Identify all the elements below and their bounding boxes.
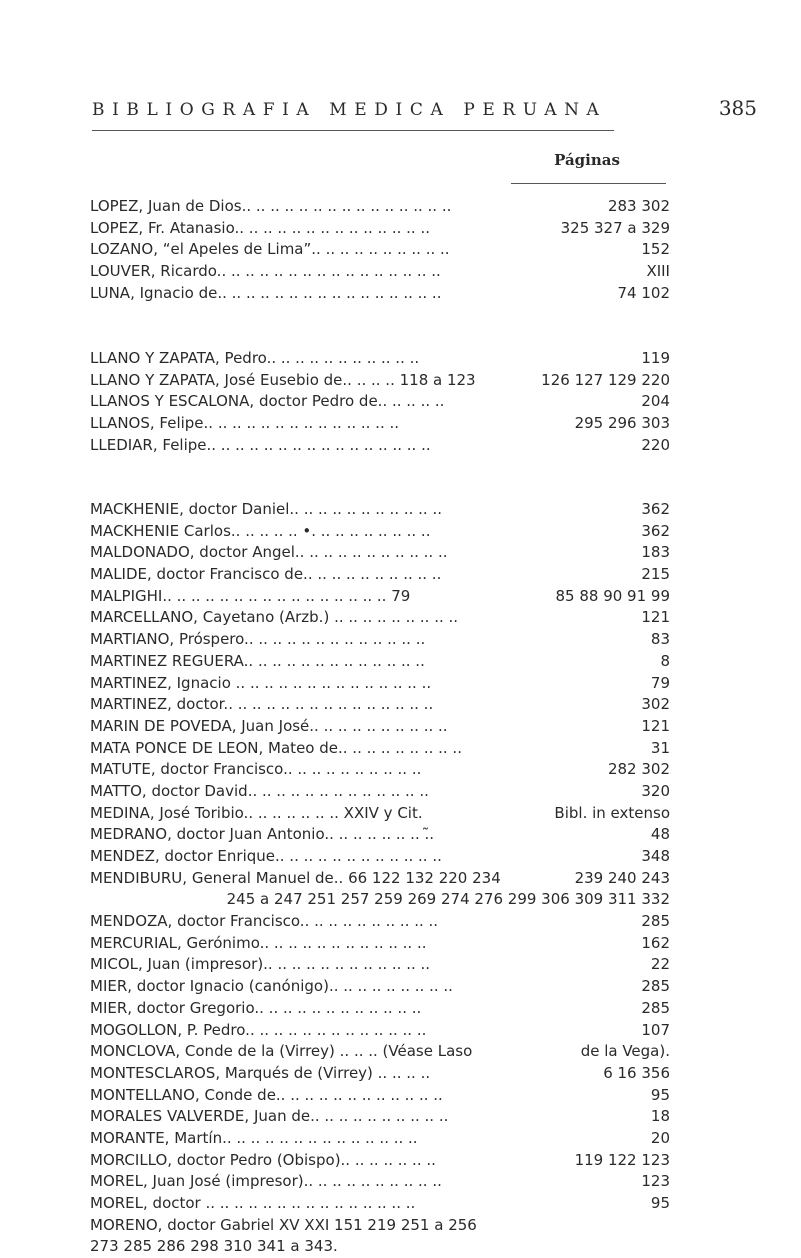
index-entry (90, 1020, 670, 1042)
entry-name: MONTELLANO, Conde de.. .. .. .. .. .. .. .. .. .. .. .. (90, 1085, 443, 1104)
entry-pages: 295 296 303 (574, 414, 670, 433)
entry-name: MIER, doctor Gregorio.. .. .. .. .. .. .. .. .. .. .. .. (90, 998, 422, 1017)
index-entry-continuation (90, 1236, 670, 1258)
entry-name: MARIN DE POVEDA, Juan José.. .. .. .. .. .. .. .. .. .. (90, 716, 448, 735)
index-entry (90, 218, 670, 240)
index-entry (90, 1085, 670, 1107)
index-entry-continuation (90, 889, 670, 911)
page-number: 385 (718, 96, 757, 120)
index-entry (90, 846, 670, 868)
entry-pages: 183 (641, 543, 670, 562)
index-entry (90, 1106, 670, 1128)
entry-pages: 121 (641, 716, 670, 735)
entry-name: LUNA, Ignacio de.. .. .. .. .. .. .. .. .. .. .. .. .. .. .. .. (90, 283, 442, 302)
index-entry (90, 976, 670, 998)
entry-name: MEDRANO, doctor Juan Antonio.. .. .. .. .. .. .. .̃. (90, 825, 435, 844)
entry-pages: 302 (641, 695, 670, 714)
entry-name: MARTIANO, Próspero.. .. .. .. .. .. .. .. .. .. .. .. .. (90, 630, 426, 649)
index-entry (90, 629, 670, 651)
entry-name: MALPIGHI.. .. .. .. .. .. .. .. .. .. .. .. .. .. .. .. 79 (90, 586, 411, 605)
index-entry (90, 239, 670, 261)
index-entry (90, 933, 670, 955)
entry-pages: XIII (646, 262, 670, 281)
running-header (92, 96, 757, 126)
entry-pages: 239 240 243 (574, 868, 670, 887)
index-entry (90, 348, 670, 370)
entry-pages: 20 (650, 1128, 670, 1147)
entry-name: MORENO, doctor Gabriel XV XXI 151 219 251 a 256 (90, 1215, 477, 1234)
entry-name: MATTO, doctor David.. .. .. .. .. .. .. .. .. .. .. .. .. (90, 781, 429, 800)
entry-name: LOUVER, Ricardo.. .. .. .. .. .. .. .. .. .. .. .. .. .. .. .. (90, 262, 441, 281)
entry-name: MORCILLO, doctor Pedro (Obispo).. .. .. .. .. .. .. (90, 1150, 436, 1169)
index-entry (90, 651, 670, 673)
index-entry (90, 998, 670, 1020)
entry-pages: 285 (641, 998, 670, 1017)
entry-name: LLANO Y ZAPATA, José Eusebio de.. .. .. .. 118 a 123 (90, 370, 476, 389)
entry-pages: 48 (650, 825, 670, 844)
entry-pages: 285 (641, 977, 670, 996)
index-entry (90, 1193, 670, 1215)
entry-name: MARTINEZ, Ignacio .. .. .. .. .. .. .. .. .. .. .. .. .. .. (90, 673, 432, 692)
entry-pages: 79 (650, 673, 670, 692)
index-entry (90, 413, 670, 435)
entry-name: LOPEZ, Juan de Dios.. .. .. .. .. .. .. .. .. .. .. .. .. .. .. (90, 197, 452, 215)
index-entry (90, 564, 670, 586)
entry-pages: 285 (641, 912, 670, 931)
index-entry (90, 607, 670, 629)
index-entry (90, 673, 670, 695)
entry-name: MARCELLANO, Cayetano (Arzb.) .. .. .. .. .. .. .. .. .. (90, 608, 459, 627)
entry-pages: de la Vega). (580, 1042, 670, 1061)
entry-name: LLANOS, Felipe.. .. .. .. .. .. .. .. .. .. .. .. .. .. (90, 414, 400, 433)
entry-name: LLANO Y ZAPATA, Pedro.. .. .. .. .. .. .. .. .. .. .. (90, 349, 420, 367)
entry-pages: 95 (650, 1194, 670, 1212)
entry-name: MOREL, Juan José (impresor).. .. .. .. .. .. .. .. .. .. (90, 1172, 442, 1191)
entry-name: MORANTE, Martín.. .. .. .. .. .. .. .. .. .. .. .. .. .. (90, 1128, 418, 1147)
index-entry (90, 283, 670, 305)
index-entry (90, 759, 670, 781)
index-entry (90, 435, 670, 457)
entry-pages: 31 (650, 738, 670, 757)
index-entry (90, 1041, 670, 1063)
entry-pages: 6 16 356 (603, 1063, 670, 1082)
index-entry (90, 781, 670, 803)
continuation-pages: 273 285 286 298 310 341 a 343. (90, 1237, 338, 1256)
entry-pages: Bibl. in extenso (554, 803, 670, 822)
entry-name: MOGOLLON, P. Pedro.. .. .. .. .. .. .. .. .. .. .. .. .. (90, 1020, 427, 1039)
entry-pages: 362 (641, 500, 670, 518)
column-header-block (544, 150, 630, 169)
column-header: Páginas (554, 151, 620, 169)
entry-pages: 204 (641, 392, 670, 411)
entry-name: MENDEZ, doctor Enrique.. .. .. .. .. .. .. .. .. .. .. .. (90, 847, 442, 865)
entry-pages: 283 302 (607, 197, 670, 215)
entry-pages: 320 (641, 781, 670, 800)
index-group-ll (90, 348, 670, 456)
entry-name: MOREL, doctor .. .. .. .. .. .. .. .. .. .. .. .. .. .. .. (90, 1194, 416, 1212)
index-entry (90, 1171, 670, 1193)
entry-name: MEDINA, José Toribio.. .. .. .. .. .. .. XXIV y Cit. (90, 803, 423, 822)
entry-name: MONTESCLAROS, Marqués de (Virrey) .. .. .. .. (90, 1063, 431, 1082)
index-group-lo (90, 196, 670, 304)
index-entry (90, 1150, 670, 1172)
entry-name: MALDONADO, doctor Angel.. .. .. .. .. .. .. .. .. .. .. (90, 543, 448, 562)
index-entry (90, 542, 670, 564)
index-entry (90, 954, 670, 976)
index-entry (90, 911, 670, 933)
index-entry (90, 824, 670, 846)
entry-pages: 123 (641, 1172, 670, 1191)
running-title: BIBLIOGRAFIA MEDICA PERUANA (92, 100, 607, 120)
entry-name: MATA PONCE DE LEON, Mateo de.. .. .. .. .. .. .. .. .. (90, 738, 462, 757)
entry-pages: 8 (660, 651, 670, 670)
entry-pages: 107 (641, 1020, 670, 1039)
entry-name: LOZANO, “el Apeles de Lima”.. .. .. .. .. .. .. .. .. .. (90, 240, 450, 259)
index-entry (90, 694, 670, 716)
entry-pages: 95 (650, 1085, 670, 1104)
entry-pages: 119 122 123 (574, 1150, 670, 1169)
index-entry (90, 391, 670, 413)
index-entry (90, 1215, 670, 1237)
entry-pages: 362 (641, 521, 670, 540)
index-entry (90, 868, 670, 890)
index-group-m (90, 499, 670, 1258)
entry-pages: 22 (650, 955, 670, 974)
entry-pages: 74 102 (617, 283, 670, 302)
entry-name: MONCLOVA, Conde de la (Virrey) .. .. .. (Véase Laso (90, 1042, 473, 1061)
entry-name: LLEDIAR, Felipe.. .. .. .. .. .. .. .. .. .. .. .. .. .. .. .. (90, 435, 431, 454)
entry-pages: 121 (641, 608, 670, 627)
entry-name: MALIDE, doctor Francisco de.. .. .. .. .. .. .. .. .. .. (90, 565, 442, 584)
entry-pages: 162 (641, 933, 670, 952)
index-entry (90, 196, 670, 218)
entry-name: MARTINEZ, doctor.. .. .. .. .. .. .. .. .. .. .. .. .. .. .. (90, 695, 434, 714)
entry-name: MICOL, Juan (impresor).. .. .. .. .. .. .. .. .. .. .. .. (90, 955, 431, 974)
entry-pages: 126 127 129 220 (541, 370, 670, 389)
entry-pages: 85 88 90 91 99 (555, 586, 670, 605)
index-entry (90, 1063, 670, 1085)
index-entry (90, 521, 670, 543)
index-entry (90, 803, 670, 825)
entry-pages: 348 (641, 847, 670, 865)
entry-pages: 282 302 (607, 760, 670, 779)
entry-pages: 119 (641, 349, 670, 367)
entry-name: MERCURIAL, Gerónimo.. .. .. .. .. .. .. .. .. .. .. .. (90, 933, 427, 952)
continuation-pages: 245 a 247 251 257 259 269 274 276 299 306 309 311 332 (226, 890, 670, 909)
entry-name: MACKHENIE Carlos.. .. .. .. .. •. .. .. .. .. .. .. .. .. (90, 521, 431, 540)
entry-name: MENDIBURU, General Manuel de.. 66 122 132 220 234 (90, 868, 501, 887)
entry-name: MATUTE, doctor Francisco.. .. .. .. .. .. .. .. .. .. (90, 760, 422, 779)
entry-name: MACKHENIE, doctor Daniel.. .. .. .. .. .. .. .. .. .. .. (90, 500, 442, 518)
entry-name: MORALES VALVERDE, Juan de.. .. .. .. .. .. .. .. .. .. (90, 1107, 449, 1126)
index-entry (90, 261, 670, 283)
index-entry (90, 738, 670, 760)
column-header-rule (511, 183, 666, 184)
entry-pages: 83 (650, 630, 670, 649)
index-entry (90, 499, 670, 521)
entry-name: MIER, doctor Ignacio (canónigo).. .. .. .. .. .. .. .. .. (90, 977, 453, 996)
entry-pages: 220 (641, 435, 670, 454)
entry-pages: 325 327 a 329 (560, 218, 670, 237)
entry-pages: 215 (641, 565, 670, 584)
index-entry (90, 586, 670, 608)
index-entry (90, 716, 670, 738)
entry-pages: 18 (650, 1107, 670, 1126)
entry-name: LLANOS Y ESCALONA, doctor Pedro de.. .. .. .. .. (90, 392, 445, 411)
entry-name: MARTINEZ REGUERA.. .. .. .. .. .. .. .. .. .. .. .. .. (90, 651, 425, 670)
entry-name: LOPEZ, Fr. Atanasio.. .. .. .. .. .. .. .. .. .. .. .. .. .. (90, 218, 430, 237)
entry-name: MENDOZA, doctor Francisco.. .. .. .. .. .. .. .. .. .. (90, 912, 439, 931)
header-rule (92, 130, 614, 131)
index-entry (90, 1128, 670, 1150)
index-entry (90, 370, 670, 392)
entry-pages: 152 (641, 240, 670, 259)
